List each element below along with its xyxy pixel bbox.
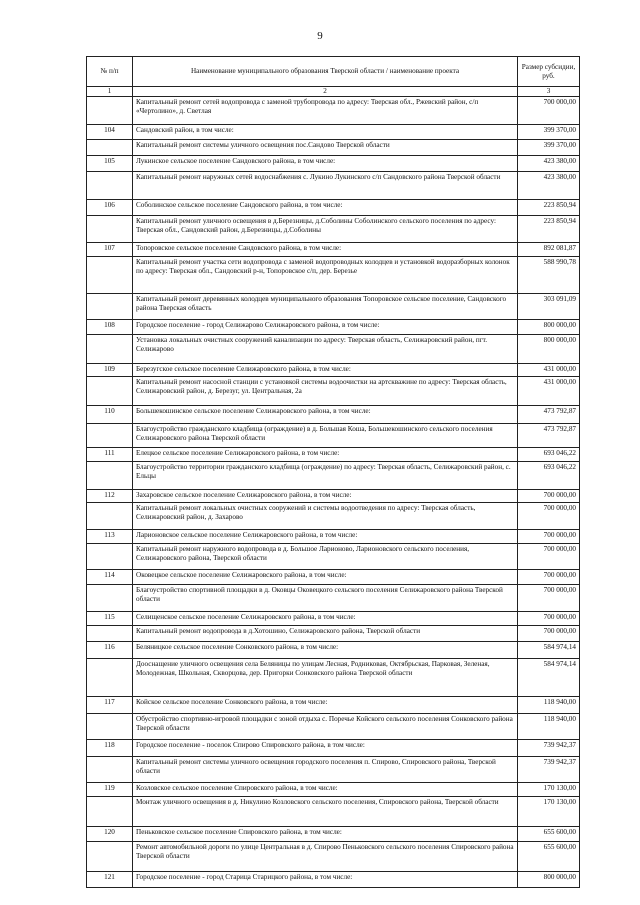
table-row [87,625,580,641]
row-amount: 473 792,87 [518,423,580,447]
row-number [87,461,133,489]
row-number: 109 [87,363,133,376]
table-row [87,447,580,461]
row-name: Капитальный ремонт системы уличного освещения пос.Сандово Тверской области [133,139,518,155]
row-amount: 700 000,00 [518,489,580,502]
table-row [87,96,580,124]
table-row [87,334,580,363]
row-amount: 588 990,78 [518,256,580,293]
row-name: Капитальный ремонт участка сети водопровода с заменой водопроводных колодцев и установкой водоразборных колонок по адресу: Тверская обл., Сандовский р-н, Топоровское с/п, дер. Березье [133,256,518,293]
table-header-row [87,57,580,87]
header-num: № п/п [87,57,133,87]
row-name: Оковецкое сельское поселение Селижаровского района, в том числе: [133,569,518,584]
row-amount: 223 850,94 [518,199,580,215]
header-amount: Размер субсидии, руб. [518,57,580,87]
row-number [87,96,133,124]
row-name: Благоустройство спортивной площадки в д. Оковцы Оковецкого сельского поселения Селижаровского района Тверской области [133,584,518,611]
row-number [87,215,133,242]
table-row [87,871,580,887]
row-amount: 423 380,00 [518,155,580,171]
row-number: 119 [87,782,133,796]
row-amount: 693 046,22 [518,461,580,489]
page-number: 9 [317,30,323,42]
index-3: 3 [518,87,580,97]
table-row [87,215,580,242]
table-row [87,739,580,756]
row-number [87,171,133,199]
row-number [87,756,133,782]
table-row [87,124,580,139]
row-name: Монтаж уличного освещения в д. Никулино Козловского сельского поселения, Спировского района, Тверской области [133,796,518,826]
row-number: 110 [87,405,133,423]
row-amount: 800 000,00 [518,319,580,334]
row-amount: 584 974,14 [518,658,580,696]
row-amount: 700 000,00 [518,611,580,625]
row-name: Установка локальных очистных сооружений канализации по адресу: Тверская область, Селижаровский район, пгт. Селижарово [133,334,518,363]
table-row [87,155,580,171]
table-row [87,543,580,569]
row-number [87,625,133,641]
row-number: 107 [87,242,133,256]
row-number [87,334,133,363]
row-amount: 739 942,37 [518,756,580,782]
row-amount: 399 370,00 [518,124,580,139]
table-row [87,139,580,155]
row-name: Березугское сельское поселение Селижаровского района, в том числе: [133,363,518,376]
row-amount: 700 000,00 [518,502,580,529]
row-name: Благоустройство территории гражданского кладбища (ограждение) по адресу: Тверская область, Селижаровский район, с. Ельцы [133,461,518,489]
row-number [87,502,133,529]
row-amount: 700 000,00 [518,584,580,611]
table-row [87,611,580,625]
row-number: 120 [87,826,133,841]
row-number: 116 [87,641,133,658]
table-row [87,756,580,782]
row-number [87,713,133,739]
row-amount: 892 081,87 [518,242,580,256]
row-amount: 700 000,00 [518,625,580,641]
row-number: 112 [87,489,133,502]
row-name: Городское поселение - город Старица Старицкого района, в том числе: [133,871,518,887]
row-amount: 700 000,00 [518,569,580,584]
row-number [87,376,133,405]
row-name: Елецкое сельское поселение Селижаровского района, в том числе: [133,447,518,461]
table-row [87,841,580,871]
row-name: Сандовский район, в том числе: [133,124,518,139]
row-name: Пеньковское сельское поселение Спировского района, в том числе: [133,826,518,841]
row-number: 104 [87,124,133,139]
row-name: Капитальный ремонт насосной станции с установкой системы водоочистки на артскважине по адресу: Тверская область, Селижаровский район, д. Березуг, ул. Центральная, 2а [133,376,518,405]
row-number: 114 [87,569,133,584]
row-number: 106 [87,199,133,215]
row-number: 111 [87,447,133,461]
table-row [87,569,580,584]
row-name: Дооснащение уличного освещения села Беляницы по улицам Лесная, Родниковая, Октябрьская, Парковая, Зеленая, Молодежная, Школьная, Скворцова, дер. Пригорки Сонковского района Тверской области [133,658,518,696]
row-name: Капитальный ремонт наружного водопровода в д. Большое Ларионово, Ларионовского сельского поселения, Селижаровского района, Тверской области [133,543,518,569]
row-name: Капитальный ремонт системы уличного освещения городского поселения п. Спирово, Спировского района, Тверской области [133,756,518,782]
row-number: 115 [87,611,133,625]
row-amount: 739 942,37 [518,739,580,756]
row-name: Большекошинское сельское поселение Селижаровского района, в том числе: [133,405,518,423]
row-amount: 118 940,00 [518,713,580,739]
table-row [87,713,580,739]
header-name: Наименование муниципального образования Тверской области / наименование проекта [133,57,518,87]
table-row [87,363,580,376]
row-amount: 303 091,09 [518,293,580,319]
index-2: 2 [133,87,518,97]
row-name: Благоустройство гражданского кладбища (ограждение) в д. Большая Коша, Большекошинского сельского поселения Селижаровского района Тверской области [133,423,518,447]
row-name: Козловское сельское поселение Спировского района, в том числе: [133,782,518,796]
row-number [87,584,133,611]
table-row [87,199,580,215]
row-name: Капитальный ремонт сетей водопровода с заменой трубопровода по адресу: Тверская обл., Ржевский район, с/п «Чертолино», д. Светлая [133,96,518,124]
table-row [87,319,580,334]
row-name: Капитальный ремонт уличного освещения в д.Березницы, д.Соболины Соболинского сельского поселения по адресу: Тверская обл., Сандовский район, д.Березницы, д.Соболины [133,215,518,242]
row-amount: 584 974,14 [518,641,580,658]
row-name: Лукинское сельское поселение Сандовского района, в том числе: [133,155,518,171]
row-name: Койское сельское поселение Сонковского района, в том числе: [133,696,518,713]
table-row [87,796,580,826]
table-row [87,696,580,713]
table-index-row [87,87,580,97]
row-number [87,796,133,826]
row-name: Городское поселение - город Селижарово Селижаровского района, в том числе: [133,319,518,334]
table-row [87,529,580,543]
row-number [87,841,133,871]
table-row [87,256,580,293]
row-amount: 399 370,00 [518,139,580,155]
row-number [87,543,133,569]
table-row [87,242,580,256]
table-row [87,171,580,199]
index-1: 1 [87,87,133,97]
row-name: Топоровское сельское поселение Сандовского района, в том числе: [133,242,518,256]
row-name: Ларионовское сельское поселение Селижаровского района, в том числе: [133,529,518,543]
table-row [87,658,580,696]
row-name: Захаровское сельское поселение Селижаровского района, в том числе: [133,489,518,502]
row-name: Обустройство спортивно-игровой площадки с зоной отдыха с. Поречье Койского сельского поселения Сонковского района Тверской области [133,713,518,739]
table-row [87,423,580,447]
row-amount: 700 000,00 [518,96,580,124]
row-number: 121 [87,871,133,887]
row-amount: 473 792,87 [518,405,580,423]
row-name: Городское поселение - поселок Спирово Спировского района, в том числе: [133,739,518,756]
row-name: Капитальный ремонт водопровода в д.Хотошино, Селижаровского района, Тверской области [133,625,518,641]
row-number: 113 [87,529,133,543]
row-number: 105 [87,155,133,171]
row-name: Селищенское сельское поселение Селижаровского района, в том числе: [133,611,518,625]
row-name: Капитальный ремонт локальных очистных сооружений и системы водоотведения по адресу: Тверская область, Селижаровский район, д. Захарово [133,502,518,529]
row-amount: 800 000,00 [518,334,580,363]
row-amount: 170 130,00 [518,782,580,796]
row-number [87,256,133,293]
table-row [87,461,580,489]
table-row [87,405,580,423]
table-row [87,376,580,405]
row-number: 117 [87,696,133,713]
row-amount: 693 046,22 [518,447,580,461]
table-row [87,584,580,611]
table-row [87,489,580,502]
table-row [87,641,580,658]
row-amount: 423 380,00 [518,171,580,199]
row-amount: 170 130,00 [518,796,580,826]
row-name: Соболинское сельское поселение Сандовского района, в том числе: [133,199,518,215]
row-number: 108 [87,319,133,334]
row-amount: 800 000,00 [518,871,580,887]
row-name: Беляницкое сельское поселение Сонковского района, в том числе: [133,641,518,658]
row-amount: 655 600,00 [518,841,580,871]
row-amount: 700 000,00 [518,529,580,543]
row-amount: 700 000,00 [518,543,580,569]
table-row [87,826,580,841]
row-amount: 118 940,00 [518,696,580,713]
row-amount: 655 600,00 [518,826,580,841]
row-name: Капитальный ремонт наружных сетей водоснабжения с. Лукино Лукинского с/п Сандовского района Тверской области [133,171,518,199]
row-amount: 223 850,94 [518,215,580,242]
table-row [87,293,580,319]
table-row [87,782,580,796]
row-number [87,293,133,319]
row-name: Капитальный ремонт деревянных колодцев муниципального образования Топоровское сельское поселение, Сандовского района Тверская область [133,293,518,319]
row-number [87,139,133,155]
table-row [87,502,580,529]
row-amount: 431 000,00 [518,363,580,376]
row-number: 118 [87,739,133,756]
subsidy-table [86,56,580,888]
row-name: Ремонт автомобильной дороги по улице Центральная в д. Спирово Пеньковского сельского поселения Спировского района Тверской области [133,841,518,871]
row-number [87,423,133,447]
row-amount: 431 000,00 [518,376,580,405]
row-number [87,658,133,696]
